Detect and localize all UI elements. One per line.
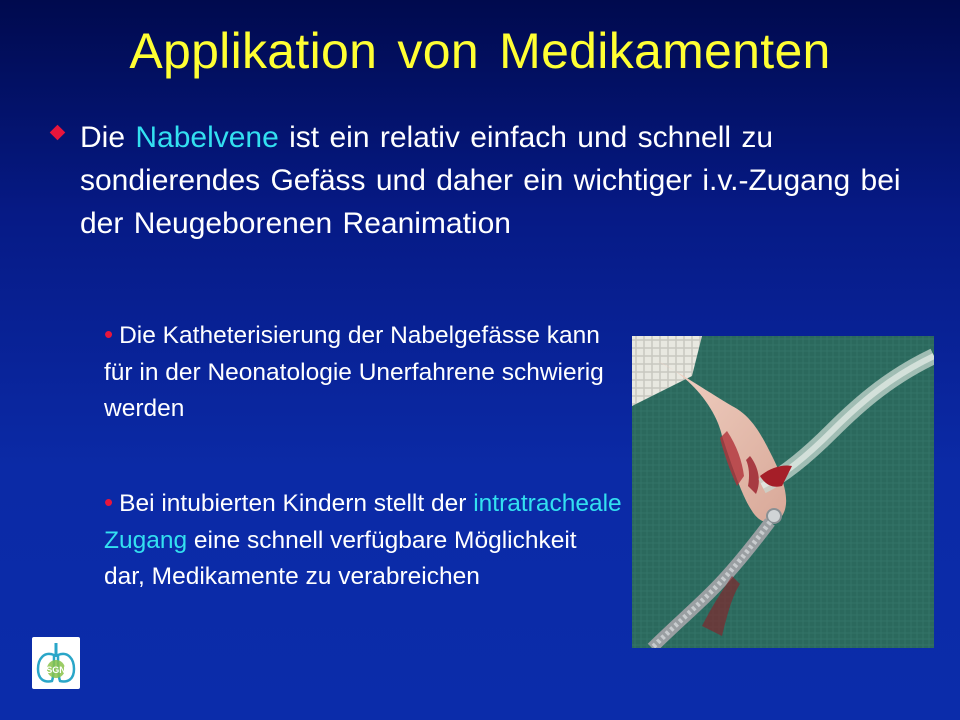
dot-bullet-icon: • [104, 319, 114, 349]
sub-bullet-2-before: Bei intubierten Kindern stellt der [119, 490, 474, 517]
diamond-bullet-icon [50, 125, 66, 141]
dot-bullet-icon: • [104, 487, 114, 517]
lung-logo-icon [32, 637, 80, 689]
main-bullet-text [80, 116, 928, 245]
sub-bullet-2-after: eine schnell verfügbare Möglichkeit dar, Medikamente zu verabreichen [104, 526, 577, 590]
main-bullet [48, 116, 928, 245]
lung-logo [32, 637, 80, 689]
logo-text: SGN [46, 665, 66, 675]
sub-bullet-intratracheal [104, 484, 624, 596]
sub-bullet-catheterization [104, 316, 624, 428]
umbilical-catheter-photo-illustration [632, 336, 934, 648]
sub-bullet-1-text: Die Katheterisierung der Nabelgefässe kann für in der Neonatologie Unerfahrene schwierig werden [104, 322, 604, 422]
main-bullet-after: ist ein relativ einfach und schnell zu sondierendes Gefäss und daher ein wichtiger i.v.-Zugang bei der Neugeborenen Reanimation [80, 121, 901, 240]
umbilical-catheter-photo [632, 336, 934, 648]
highlight-nabelvene: Nabelvene [135, 121, 279, 154]
main-bullet-before: Die [80, 121, 136, 154]
highlight-intratracheal: intratracheale Zugang [104, 490, 622, 554]
slide-title: Applikation von Medikamenten [129, 23, 831, 79]
